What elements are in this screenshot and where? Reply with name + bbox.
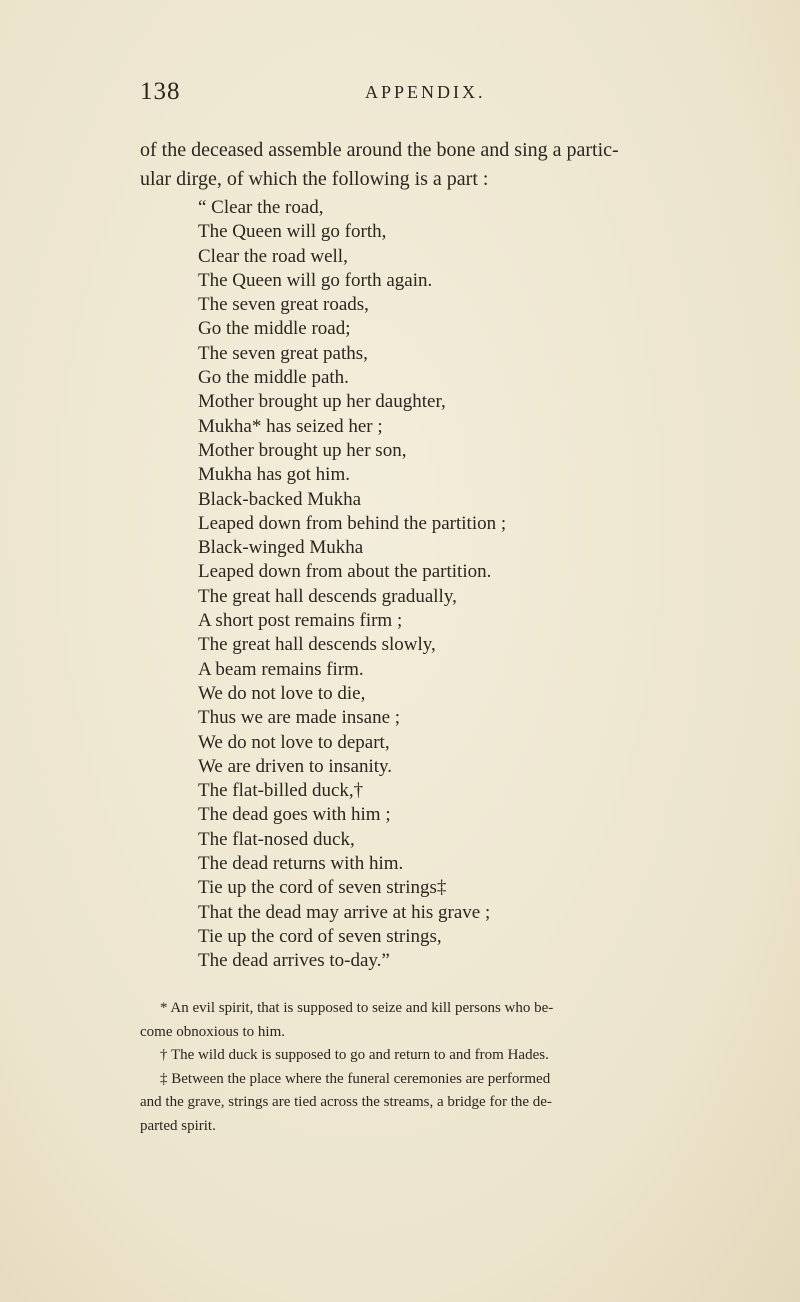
poem-line: Go the middle road;: [198, 318, 351, 340]
footnote-line: * An evil spirit, that is supposed to seize and kill persons who be-: [160, 1000, 554, 1016]
footnotes: [140, 997, 770, 1138]
footnote-line: come obnoxious to him.: [140, 1023, 285, 1040]
poem-line: The great hall descends slowly,: [198, 634, 436, 656]
poem-line: The seven great roads,: [198, 294, 369, 316]
poem-line: Thus we are made insane ;: [198, 707, 401, 729]
poem-line: The Queen will go forth again.: [198, 269, 433, 291]
intro-paragraph: [140, 136, 760, 194]
footnote-line: ‡ Between the place where the funeral ceremonies are performed: [160, 1070, 551, 1087]
footnote-line: † The wild duck is supposed to go and return to and from Hades.: [160, 1047, 549, 1063]
running-head: APPENDIX.: [365, 82, 486, 102]
poem-line: Black-winged Mukha: [198, 537, 364, 559]
poem-line: We do not love to die,: [198, 682, 366, 704]
poem-line: Mukha* has seized her ;: [198, 415, 383, 437]
footnote-line: and the grave, strings are tied across the streams, a bridge for the de-: [140, 1094, 552, 1110]
poem-line: The dead arrives to-day.”: [198, 950, 390, 972]
poem-line: The Queen will go forth,: [198, 221, 387, 243]
poem-line: A short post remains firm ;: [198, 610, 403, 632]
poem-line: That the dead may arrive at his grave ;: [198, 901, 491, 923]
intro-line: of the deceased assemble around the bone and sing a partic-: [140, 139, 619, 161]
poem-line: Go the middle path.: [198, 367, 349, 389]
dirge-poem: [198, 196, 758, 974]
footnote-line: parted spirit.: [140, 1117, 216, 1134]
poem-line: Leaped down from about the partition.: [198, 561, 492, 583]
poem-line: A beam remains firm.: [198, 658, 364, 680]
poem-line: We are driven to insanity.: [198, 755, 393, 777]
poem-line: Tie up the cord of seven strings,: [198, 925, 442, 947]
poem-line: The flat-nosed duck,: [198, 828, 355, 850]
poem-line: Black-backed Mukha: [198, 488, 362, 510]
poem-line: Mother brought up her son,: [198, 439, 407, 461]
poem-line: The great hall descends gradually,: [198, 585, 457, 607]
poem-line: The dead returns with him.: [198, 853, 404, 875]
page-number: 138: [140, 78, 181, 105]
poem-line: The flat-billed duck,†: [198, 780, 364, 802]
poem-line: “ Clear the road,: [198, 197, 324, 218]
page-header: [140, 78, 740, 108]
poem-line: We do not love to depart,: [198, 731, 390, 753]
poem-line: The dead goes with him ;: [198, 804, 391, 826]
poem-line: Clear the road well,: [198, 245, 348, 267]
poem-line: The seven great paths,: [198, 342, 368, 364]
poem-line: Mukha has got him.: [198, 464, 350, 486]
intro-line: ular dirge, of which the following is a part :: [140, 168, 489, 190]
poem-line: Mother brought up her daughter,: [198, 391, 446, 413]
poem-line: Tie up the cord of seven strings‡: [198, 877, 447, 899]
poem-line: Leaped down from behind the partition ;: [198, 512, 507, 534]
